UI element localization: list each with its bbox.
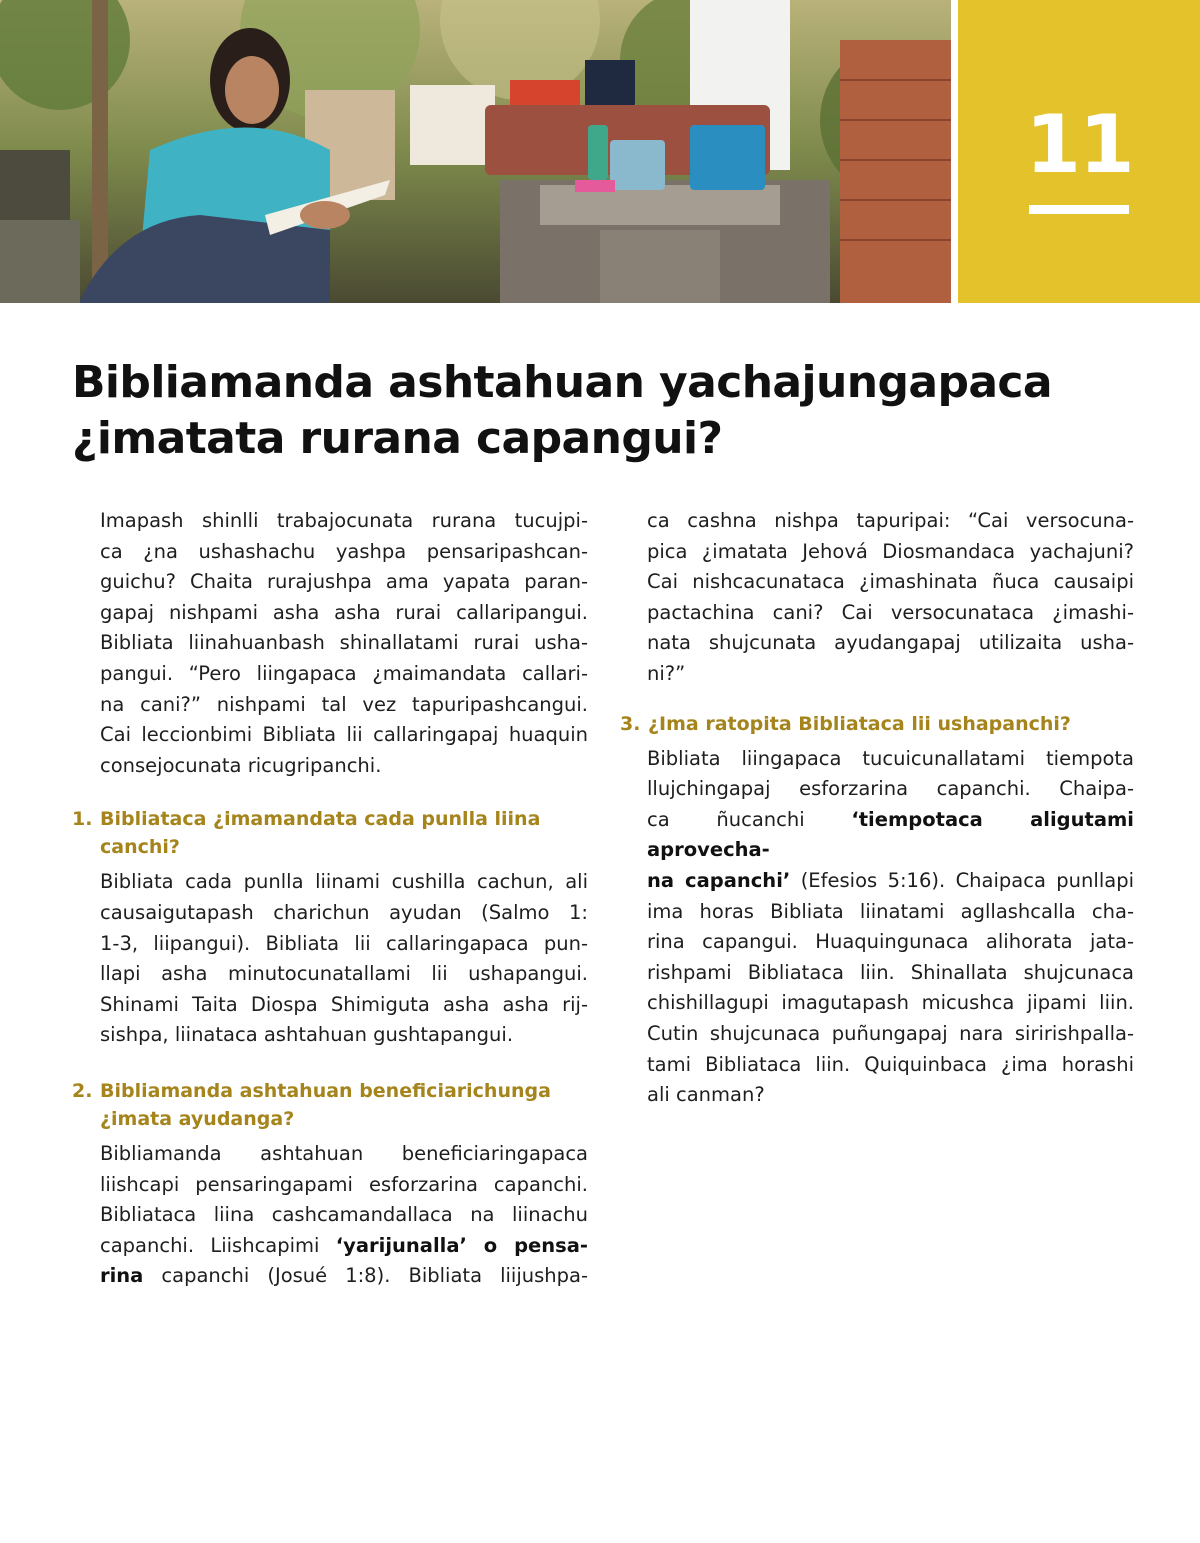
question-3-heading — [620, 710, 1134, 738]
text-line: pactachina cani? Cai versocunataca ¿imashi- — [647, 600, 1134, 624]
text-line: chishillagupi imagutapash micushca jipami liin. — [647, 991, 1134, 1015]
answer-1-paragraph — [72, 867, 588, 1051]
text-line: guichu? Chaita rurajushpa ama yapata paran- — [100, 570, 588, 594]
text-line: gapaj nishpami asha asha rurai callaripangui. — [100, 600, 588, 624]
question-number: 2. — [72, 1079, 93, 1102]
text-line: Bibliata liinahuanbash shinallatami rurai usha- — [100, 631, 588, 655]
text-line: llujchingapaj esforzarina capanchi. Chaipa- — [647, 777, 1134, 801]
bold-phrase: ‘tiempotaca aligutami aprovecha- — [647, 807, 1134, 862]
title-line-1: Bibliamanda ashtahuan yachajungapaca — [72, 357, 1053, 408]
text-line: ni?” — [647, 661, 686, 685]
text-line — [100, 1261, 588, 1292]
text-line: Bibliataca liina cashcamandallaca na liinachu — [100, 1203, 588, 1227]
text-line: Bibliata cada punlla liinami cushilla cachun, ali — [100, 870, 588, 894]
question-text: ¿Ima ratopita Bibliataca lii ushapanchi? — [648, 712, 1071, 735]
question-text — [100, 805, 588, 861]
text-run: (Efesios 5:16). Chaipaca punllapi — [790, 868, 1134, 892]
question-text — [100, 1077, 588, 1133]
question-number: 3. — [620, 712, 641, 735]
text-line: llapi asha minutocunatallami lii ushapangui. — [100, 962, 588, 986]
text-line: ima horas Bibliata liinatami agllashcalla cha- — [647, 899, 1134, 923]
question-line: ¿imata ayudanga? — [100, 1107, 295, 1130]
hero-illustration — [0, 0, 951, 303]
answer-2-paragraph — [72, 1139, 588, 1292]
text-line — [100, 1231, 588, 1262]
question-line: canchi? — [100, 836, 180, 859]
text-line: consejocunata ricugripanchi. — [100, 753, 382, 777]
answer-2-continued — [620, 506, 1134, 690]
text-line: Imapash shinlli trabajocunata rurana tucujpi- — [100, 509, 588, 532]
text-line: liishcapi pensaringapami esforzarina capanchi. — [100, 1172, 588, 1196]
bold-phrase: ‘yarijunalla’ o pensa- — [335, 1233, 588, 1257]
text-line: rina capangui. Huaquingunaca alihorata jata- — [647, 930, 1134, 954]
badge-underline — [1029, 205, 1129, 214]
intro-paragraph — [72, 506, 588, 781]
text-line: Cutin shujcunaca puñungapaj nara siririshpalla- — [647, 1021, 1134, 1045]
page-title — [72, 355, 1132, 467]
text-run: ca ñucanchi — [647, 807, 852, 831]
text-line: ca cashna nishpa tapuripai: “Cai versocuna- — [647, 509, 1134, 532]
text-line: tami Bibliataca liin. Quiquinbaca ¿ima horashi — [647, 1052, 1134, 1076]
text-line: 1-3, liipangui). Bibliata lii callaringapaca pun- — [100, 931, 588, 955]
lesson-number-badge — [958, 0, 1200, 303]
text-line: pica ¿imatata Jehová Diosmandaca yachajuni? — [647, 539, 1134, 563]
text-line: rishpami Bibliataca liin. Shinallata shujcunaca — [647, 960, 1134, 984]
text-line: na cani?” nishpami tal vez tapuripashcangui. — [100, 692, 588, 716]
text-line: ca ¿na ushashachu yashpa pensaripashcan- — [100, 539, 588, 563]
text-line: causaigutapash charichun ayudan (Salmo 1: — [100, 900, 588, 924]
text-line: Cai leccionbimi Bibliata lii callaringapaj huaquin — [100, 723, 588, 747]
text-line — [647, 805, 1134, 866]
lesson-number: 11 — [1025, 98, 1133, 191]
text-line: Cai nishcacunataca ¿imashinata ñuca causaipi — [647, 570, 1134, 594]
text-line: ali canman? — [647, 1083, 765, 1107]
question-number: 1. — [72, 808, 93, 831]
hero-photo — [0, 0, 951, 303]
bold-phrase: rina — [100, 1264, 144, 1288]
text-run: capanchi. Liishcapimi — [100, 1233, 336, 1257]
text-line: pangui. “Pero liingapaca ¿maimandata callari- — [100, 661, 588, 685]
text-line: Bibliata liingapaca tucuicunallatami tiempota — [647, 746, 1134, 770]
question-1-heading — [72, 805, 588, 861]
text-line: sishpa, liinataca ashtahuan gushtapangui. — [100, 1023, 514, 1047]
text-run: capanchi (Josué 1:8). Bibliata liijushpa- — [143, 1264, 588, 1288]
bold-phrase: na capanchi’ — [647, 868, 791, 892]
text-line — [647, 866, 1134, 897]
question-line: Bibliataca ¿imamandata cada punlla liina — [100, 808, 541, 831]
text-line: Shinami Taita Diospa Shimiguta asha asha rij- — [100, 992, 588, 1016]
right-column — [620, 506, 1134, 1111]
text-line: Bibliamanda ashtahuan beneficiaringapaca — [100, 1141, 588, 1165]
question-2-heading — [72, 1077, 588, 1133]
title-line-2: ¿imatata rurana capangui? — [72, 413, 723, 464]
question-line: Bibliamanda ashtahuan beneficiarichunga — [100, 1079, 551, 1102]
answer-3-paragraph — [620, 744, 1134, 1111]
left-column — [72, 506, 588, 1292]
text-line: nata shujcunata ayudangapaj utilizaita usha- — [647, 631, 1134, 655]
